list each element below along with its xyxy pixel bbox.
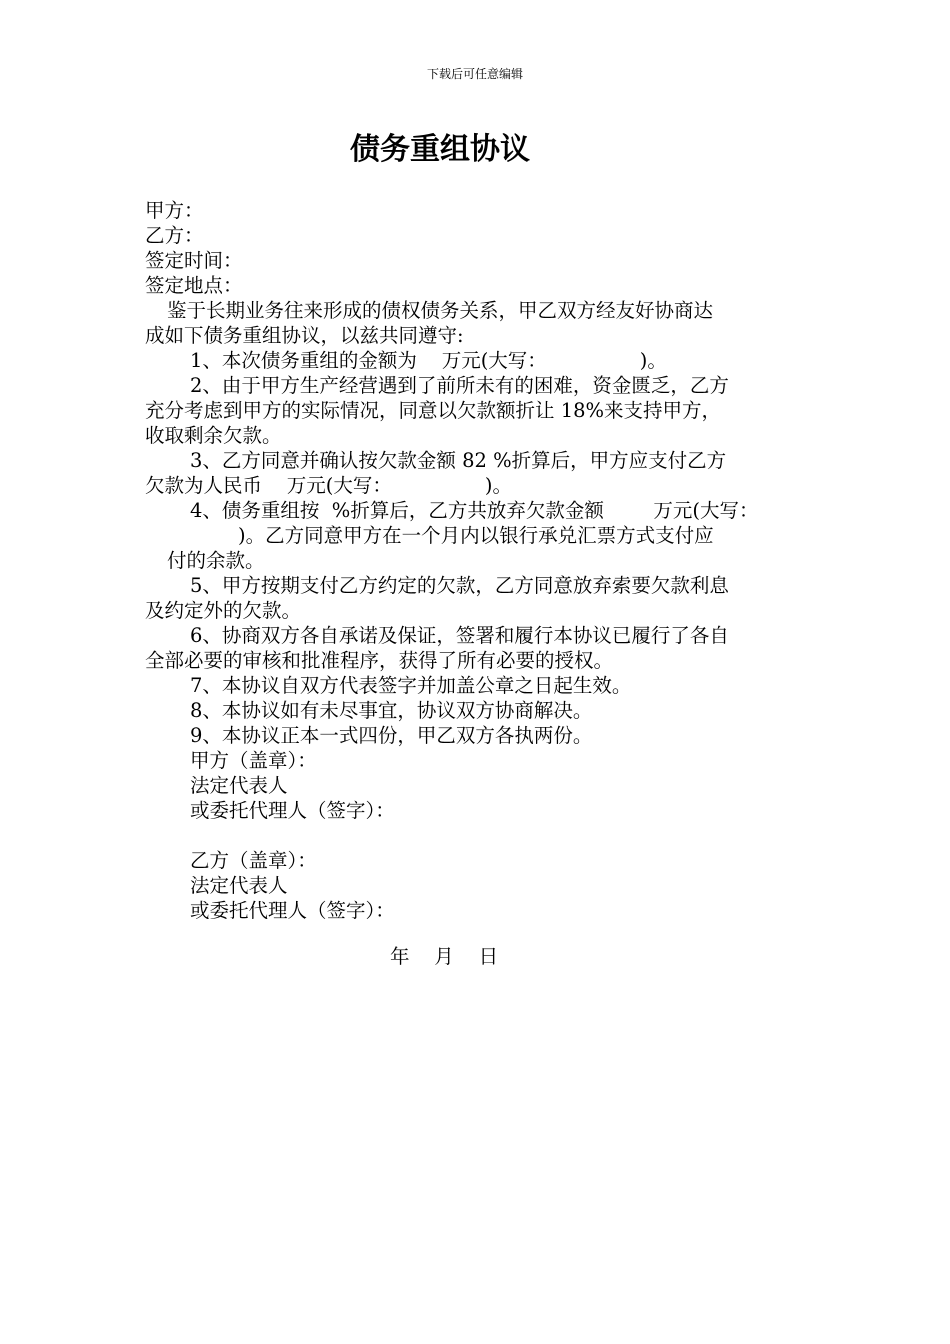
clause-2-line: 充分考虑到甲方的实际情况，同意以欠款额折让 18%来支持甲方， [145,399,722,422]
clause-3-line: 欠款为人民币 万元(大写： )。 [145,474,512,497]
party-a-seal: 甲方（盖章）： [190,749,317,772]
clause-5-line: 及约定外的欠款。 [145,599,302,622]
clause-1-line: 1、本次债务重组的金额为 万元(大写： )。 [190,349,667,372]
clause-6-line: 全部必要的审核和批准程序，获得了所有必要的授权。 [145,649,614,672]
document-title: 债务重组协议 [350,132,530,167]
clause-5-line: 5、甲方按期支付乙方约定的欠款，乙方同意放弃索要欠款利息 [190,574,729,597]
clause-9-line: 9、本协议正本一式四份，甲乙双方各执两份。 [190,724,593,747]
party-a-field: 甲方： [145,199,204,222]
preamble-line: 成如下债务重组协议，以兹共同遵守: [145,324,464,347]
clause-4-line: 4、债务重组按 %折算后，乙方共放弃欠款金额 万元(大写： [190,499,759,522]
page-header: 下载后可任意编辑 [426,67,523,81]
clause-4-line: 付的余款。 [167,549,265,572]
clause-8-line: 8、本协议如有未尽事宜，协议双方协商解决。 [190,699,593,722]
sign-time-field: 签定时间： [145,249,243,272]
party-b-agent: 或委托代理人（签字）： [190,899,395,922]
signing-date: 年 月 日 [390,945,499,968]
party-b-representative: 法定代表人 [190,874,288,897]
clause-2-line: 收取剩余欠款。 [145,424,282,447]
clause-2-line: 2、由于甲方生产经营遇到了前所未有的困难，资金匮乏，乙方 [190,374,729,397]
clause-6-line: 6、协商双方各自承诺及保证，签署和履行本协议已履行了各自 [190,624,729,647]
document-body [145,198,810,923]
party-a-representative: 法定代表人 [190,774,288,797]
preamble-line: 鉴于长期业务往来形成的债权债务关系，甲乙双方经友好协商达 [167,299,714,322]
clause-7-line: 7、本协议自双方代表签字并加盖公章之日起生效。 [190,674,632,697]
clause-3-line: 3、乙方同意并确认按欠款金额 82 %折算后，甲方应支付乙方 [190,449,727,472]
party-b-field: 乙方： [145,224,204,247]
clause-4-line: )。乙方同意甲方在一个月内以银行承兑汇票方式支付应 [145,524,714,547]
spacer [145,823,810,848]
party-a-agent: 或委托代理人（签字）： [190,799,395,822]
party-b-seal: 乙方（盖章）： [190,849,317,872]
sign-place-field: 签定地点： [145,274,243,297]
